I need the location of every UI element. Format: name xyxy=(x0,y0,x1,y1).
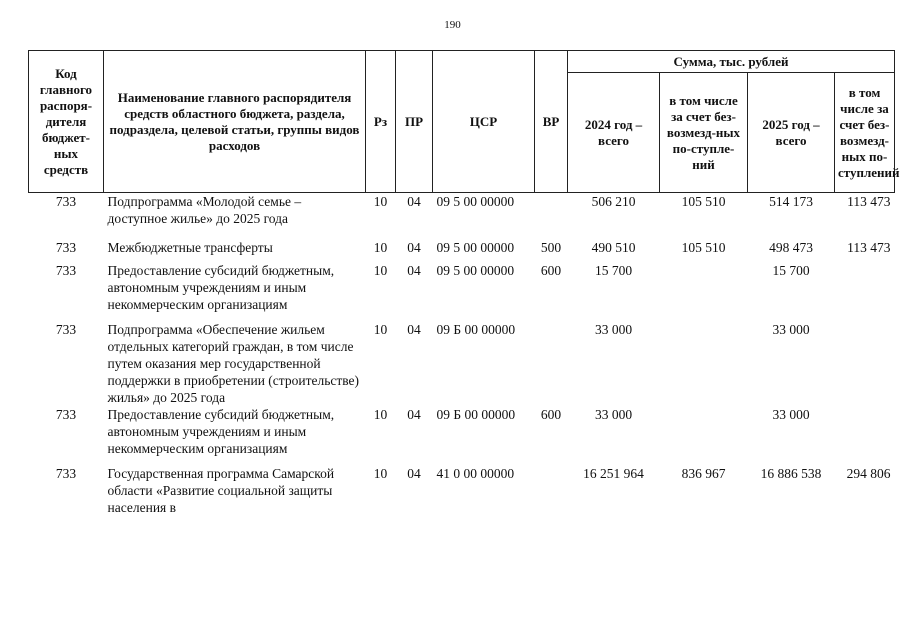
cell-vr: 500 xyxy=(540,240,562,255)
cell-name: Подпрограмма «Молодой семье – доступное жилье» до 2025 года xyxy=(107,194,302,226)
cell-pr: 04 xyxy=(407,240,421,255)
cell-2025-free xyxy=(835,313,895,406)
cell-2024-total: 33 000 xyxy=(594,407,633,422)
cell-vr xyxy=(535,457,568,516)
cell-2024-free: 105 510 xyxy=(681,194,726,209)
cell-csr: 09 Б 00 00000 xyxy=(436,407,516,422)
cell-csr: 09 Б 00 00000 xyxy=(436,322,516,337)
cell-rz: 10 xyxy=(373,194,388,209)
cell-2025-total: 514 173 xyxy=(769,194,813,209)
cell-csr: 09 5 00 00000 xyxy=(436,194,515,209)
cell-csr: 09 5 00 00000 xyxy=(436,240,515,255)
header-code: Код главного распоря-дителя бюджет-ных средств xyxy=(29,51,104,193)
cell-rz: 10 xyxy=(373,466,388,481)
cell-code: 733 xyxy=(55,466,77,481)
cell-2024-free xyxy=(660,313,748,406)
cell-2024-total: 490 510 xyxy=(591,240,636,255)
cell-rz: 10 xyxy=(373,240,388,255)
cell-code: 733 xyxy=(55,322,77,337)
cell-2024-free xyxy=(660,256,748,313)
cell-2024-free xyxy=(660,406,748,457)
cell-rz: 10 xyxy=(373,407,388,422)
page-number: 190 xyxy=(444,19,461,31)
cell-csr: 41 0 00 00000 xyxy=(436,466,515,481)
table-row xyxy=(29,256,895,313)
table-row xyxy=(29,227,895,256)
cell-name: Предоставление субсидий бюджетным, автономным учреждениям и иным некоммерческим организациям xyxy=(107,263,335,312)
cell-2025-total: 16 886 538 xyxy=(760,466,822,481)
cell-code: 733 xyxy=(55,194,77,209)
cell-pr: 04 xyxy=(407,263,421,278)
cell-pr: 04 xyxy=(407,407,421,422)
cell-2025-free: 113 473 xyxy=(847,240,891,255)
header-2024-total: 2024 год – всего xyxy=(568,73,660,193)
cell-rz: 10 xyxy=(373,263,388,278)
cell-vr: 600 xyxy=(540,407,562,422)
cell-2024-total: 15 700 xyxy=(594,263,633,278)
table-body xyxy=(29,193,895,517)
cell-2025-free: 113 473 xyxy=(847,194,891,209)
cell-code: 733 xyxy=(55,240,77,255)
table-row xyxy=(29,313,895,406)
table-row xyxy=(29,457,895,516)
cell-name: Государственная программа Самарской области «Развитие социальной защиты населения в xyxy=(107,466,335,515)
cell-2024-total: 506 210 xyxy=(591,194,636,209)
cell-vr: 600 xyxy=(540,263,562,278)
header-vr: ВР xyxy=(535,51,568,193)
cell-vr xyxy=(535,193,568,228)
cell-rz: 10 xyxy=(373,322,388,337)
cell-csr: 09 5 00 00000 xyxy=(436,263,515,278)
cell-name: Подпрограмма «Обеспечение жильем отдельных категорий граждан, в том числе путем оказания мер государственной поддержки в приобретении (строительстве) жилья» до 2025 года xyxy=(107,322,360,405)
cell-2025-total: 15 700 xyxy=(772,263,810,278)
header-2025-free: в том числе за счет без-возмезд-ных по-ступлений xyxy=(835,73,895,193)
table-row xyxy=(29,406,895,457)
header-name: Наименование главного распорядителя средств областного бюджета, раздела, подраздела, целевой статьи, группы видов расходов xyxy=(104,51,366,193)
cell-pr: 04 xyxy=(407,322,421,337)
header-2024-free: в том числе за счет без-возмезд-ных по-ступле-ний xyxy=(660,73,748,193)
cell-name: Предоставление субсидий бюджетным, автономным учреждениям и иным некоммерческим организациям xyxy=(107,407,335,456)
cell-2025-total: 498 473 xyxy=(769,240,813,255)
budget-table xyxy=(28,50,900,516)
header-pr: ПР xyxy=(396,51,433,193)
cell-code: 733 xyxy=(55,407,77,422)
cell-pr: 04 xyxy=(407,194,421,209)
cell-code: 733 xyxy=(55,263,77,278)
cell-2024-free: 105 510 xyxy=(681,240,726,255)
table-header xyxy=(29,51,900,193)
cell-2025-free xyxy=(835,406,895,457)
cell-2024-total: 16 251 964 xyxy=(583,466,644,481)
cell-2024-total: 33 000 xyxy=(594,322,633,337)
cell-2025-total: 33 000 xyxy=(772,322,810,337)
header-sum: Сумма, тыс. рублей xyxy=(568,51,895,73)
header-rz: Рз xyxy=(366,51,396,193)
header-2025-total: 2025 год – всего xyxy=(748,73,835,193)
cell-2025-free xyxy=(835,256,895,313)
cell-pr: 04 xyxy=(407,466,421,481)
cell-2024-free: 836 967 xyxy=(681,466,726,481)
cell-vr xyxy=(535,313,568,406)
table-row xyxy=(29,193,895,228)
cell-2025-free: 294 806 xyxy=(846,466,891,481)
header-csr: ЦСР xyxy=(433,51,535,193)
cell-name: Межбюджетные трансферты xyxy=(107,240,273,255)
cell-2025-total: 33 000 xyxy=(772,407,810,422)
